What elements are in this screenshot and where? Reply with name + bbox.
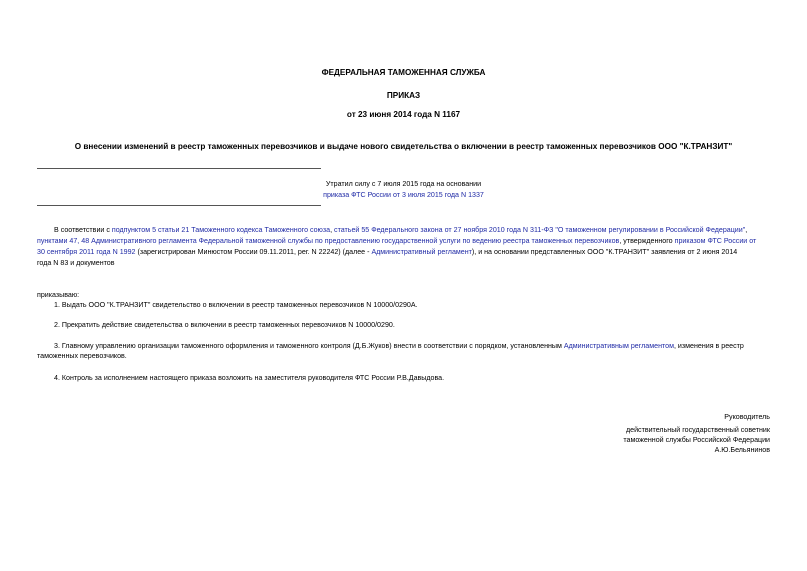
signatory-rank-1: действительный государственный советник — [625, 426, 770, 434]
intro-text: , — [330, 226, 335, 234]
order-item-3-continuation: таможенных перевозчиков. — [37, 352, 127, 360]
customs-code-link[interactable]: подпунктом 5 статьи 21 Таможенного кодекса Таможенного союза — [111, 226, 331, 234]
regulation-points-link[interactable]: пунктами 47, 48 Административного регламента Федеральной таможенной службы по предоставлению государственной услуги по ведению реестра таможенных перевозчиков — [37, 237, 620, 245]
intro-line-2 — [37, 236, 772, 247]
item-text: 3. Главному управлению организации таможенного оформления и таможенного контроля (Д.Б.Жуков) внести в соответствии с порядком, установленным — [54, 342, 564, 350]
intro-text: В соответствии с — [54, 226, 112, 234]
signatory-name: А.Ю.Бельянинов — [714, 446, 770, 454]
item-text: , изменения в реестр — [673, 342, 744, 350]
intro-text: ), и на основании представленных ООО "К.ТРАНЗИТ" заявления от 2 июня 2014 — [471, 248, 738, 256]
status-note-link-line — [0, 190, 807, 201]
intro-text: , — [745, 226, 748, 234]
signatory-role: Руководитель — [724, 413, 770, 421]
intro-line-1 — [37, 225, 772, 236]
fts-order-link[interactable]: приказом ФТС России от — [674, 237, 757, 245]
decree-word: приказываю: — [37, 291, 80, 299]
repeal-order-link[interactable]: приказа ФТС России от 3 июля 2015 года N 1337 — [323, 191, 484, 199]
admin-regulation-link-2[interactable]: Административным регламентом — [563, 342, 674, 350]
order-item-1: 1. Выдать ООО "К.ТРАНЗИТ" свидетельство о включении в реестр таможенных перевозчиков N 10000/0290А. — [54, 301, 418, 309]
document-date-number: от 23 июня 2014 года N 1167 — [346, 110, 461, 119]
order-item-4: 4. Контроль за исполнением настоящего приказа возложить на заместителя руководителя ФТС России Р.В.Давыдова. — [54, 374, 445, 382]
status-divider-bottom — [37, 205, 321, 206]
document-type: ПРИКАЗ — [386, 91, 421, 100]
signatory-rank-2: таможенной службы Российской Федерации — [623, 436, 770, 444]
fts-order-date-link[interactable]: 30 сентября 2011 года N 1992 — [37, 248, 136, 256]
agency-title: ФЕДЕРАЛЬНАЯ ТАМОЖЕННАЯ СЛУЖБА — [321, 68, 486, 77]
intro-line-4: года N 83 и документов — [37, 259, 115, 267]
intro-text: (зарегистрирован Минюстом России 09.11.2011, рег. N 22242) (далее - — [135, 248, 372, 256]
admin-regulation-link[interactable]: Административный регламент — [371, 248, 472, 256]
federal-law-link[interactable]: статьей 55 Федерального закона от 27 ноября 2010 года N 311-ФЗ "О таможенном регулировании в Российской Федерации" — [334, 226, 746, 234]
status-note: Утратил силу с 7 июля 2015 года на основании — [325, 180, 482, 188]
intro-text: , утвержденного — [619, 237, 675, 245]
order-item-2: 2. Прекратить действие свидетельства о включении в реестр таможенных перевозчиков N 10000/0290. — [54, 321, 395, 329]
order-item-3 — [37, 341, 772, 352]
intro-line-3 — [37, 247, 772, 258]
document-subject: О внесении изменений в реестр таможенных перевозчиков и выдаче нового свидетельства о включении в реестр таможенных перевозчиков ООО "К.ТРАНЗИТ" — [74, 142, 733, 151]
status-divider-top — [37, 168, 321, 169]
